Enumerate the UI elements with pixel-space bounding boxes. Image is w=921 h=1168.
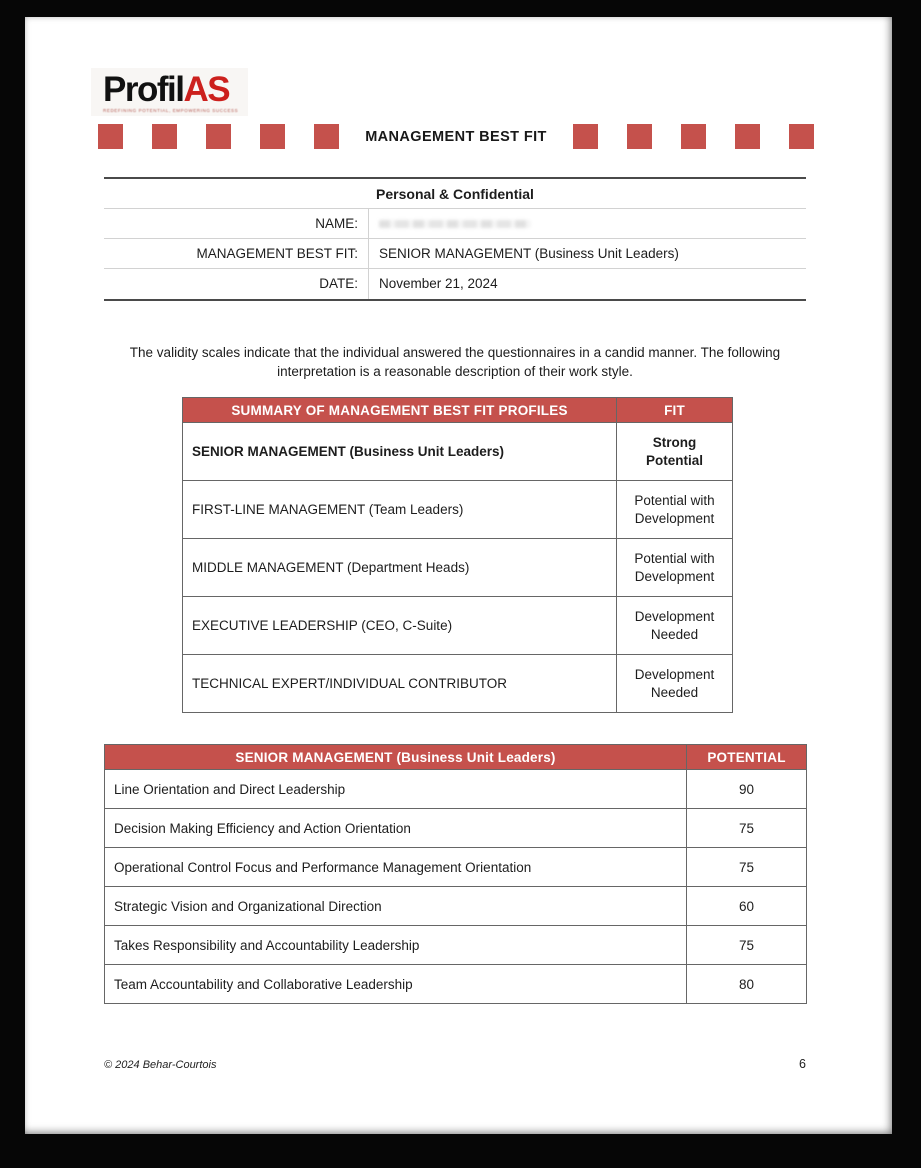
red-square-icon: [314, 124, 339, 149]
page-number: 6: [799, 1057, 806, 1072]
copyright-text: © 2024 Behar-Courtois: [104, 1059, 217, 1072]
fit-rating: Development Needed: [617, 597, 733, 655]
summary-row: [183, 481, 733, 539]
potential-header-score: POTENTIAL: [687, 745, 807, 770]
info-row-best-fit: [104, 239, 806, 269]
profile-name: FIRST-LINE MANAGEMENT (Team Leaders): [183, 481, 617, 539]
summary-row: [183, 539, 733, 597]
red-square-icon: [573, 124, 598, 149]
page-content: [104, 17, 806, 1071]
red-square-icon: [681, 124, 706, 149]
right-squares: [573, 124, 814, 149]
summary-header-fit: FIT: [617, 398, 733, 423]
summary-header-profiles: SUMMARY OF MANAGEMENT BEST FIT PROFILES: [183, 398, 617, 423]
dimension-name: Operational Control Focus and Performance Management Orientation: [105, 848, 687, 887]
dimension-name: Takes Responsibility and Accountability Leadership: [105, 926, 687, 965]
summary-header-row: [183, 398, 733, 423]
date-label: DATE:: [104, 269, 369, 299]
profile-name: MIDDLE MANAGEMENT (Department Heads): [183, 539, 617, 597]
potential-header-row: [105, 745, 807, 770]
best-fit-value: SENIOR MANAGEMENT (Business Unit Leaders): [379, 246, 679, 261]
potential-score: 75: [687, 926, 807, 965]
validity-paragraph: The validity scales indicate that the individual answered the questionnaires in a candid manner. The following interpretation is a reasonable description of their work style.: [129, 345, 781, 380]
potential-score: 75: [687, 809, 807, 848]
summary-row: [183, 597, 733, 655]
profile-name: TECHNICAL EXPERT/INDIVIDUAL CONTRIBUTOR: [183, 655, 617, 713]
personal-info-table: [104, 177, 806, 301]
red-square-icon: [627, 124, 652, 149]
red-square-icon: [789, 124, 814, 149]
best-fit-label: MANAGEMENT BEST FIT:: [104, 239, 369, 268]
potential-table: [104, 744, 807, 1004]
potential-score: 80: [687, 965, 807, 1004]
dimension-name: Decision Making Efficiency and Action Orientation: [105, 809, 687, 848]
fit-rating: Development Needed: [617, 655, 733, 713]
potential-row: [105, 926, 807, 965]
summary-row: [183, 423, 733, 481]
potential-row: [105, 887, 807, 926]
red-square-icon: [206, 124, 231, 149]
name-value-redacted: [369, 209, 806, 238]
potential-score: 75: [687, 848, 807, 887]
profile-name: SENIOR MANAGEMENT (Business Unit Leaders): [183, 423, 617, 481]
info-row-date: [104, 269, 806, 299]
red-square-icon: [98, 124, 123, 149]
logo-text-profil: Profil: [103, 70, 184, 109]
info-row-name: [104, 209, 806, 239]
dimension-name: Line Orientation and Direct Leadership: [105, 770, 687, 809]
redacted-text-smudge: [379, 220, 531, 228]
summary-row: [183, 655, 733, 713]
potential-row: [105, 770, 807, 809]
date-value: November 21, 2024: [379, 276, 498, 291]
info-table-title: Personal & Confidential: [104, 179, 806, 209]
potential-header-title: SENIOR MANAGEMENT (Business Unit Leaders): [105, 745, 687, 770]
dimension-name: Team Accountability and Collaborative Leadership: [105, 965, 687, 1004]
logo-text-as: AS: [183, 70, 230, 109]
logo-wordmark: [103, 72, 238, 107]
dimension-name: Strategic Vision and Organizational Direction: [105, 887, 687, 926]
potential-row: [105, 809, 807, 848]
fit-rating: Strong Potential: [617, 423, 733, 481]
logo-tagline: REDEFINING POTENTIAL, EMPOWERING SUCCESS: [103, 108, 239, 113]
potential-row: [105, 965, 807, 1004]
report-page: [25, 17, 892, 1134]
potential-score: 90: [687, 770, 807, 809]
red-square-icon: [260, 124, 285, 149]
profilas-logo: [91, 68, 248, 116]
red-square-icon: [152, 124, 177, 149]
name-label: NAME:: [104, 209, 369, 238]
title-band: [98, 124, 814, 149]
page-footer: [104, 1057, 806, 1071]
profile-name: EXECUTIVE LEADERSHIP (CEO, C-Suite): [183, 597, 617, 655]
fit-rating: Potential with Development: [617, 481, 733, 539]
red-square-icon: [735, 124, 760, 149]
potential-row: [105, 848, 807, 887]
potential-score: 60: [687, 887, 807, 926]
fit-rating: Potential with Development: [617, 539, 733, 597]
summary-table: [182, 397, 733, 713]
left-squares: [98, 124, 339, 149]
document-title: MANAGEMENT BEST FIT: [365, 128, 547, 145]
